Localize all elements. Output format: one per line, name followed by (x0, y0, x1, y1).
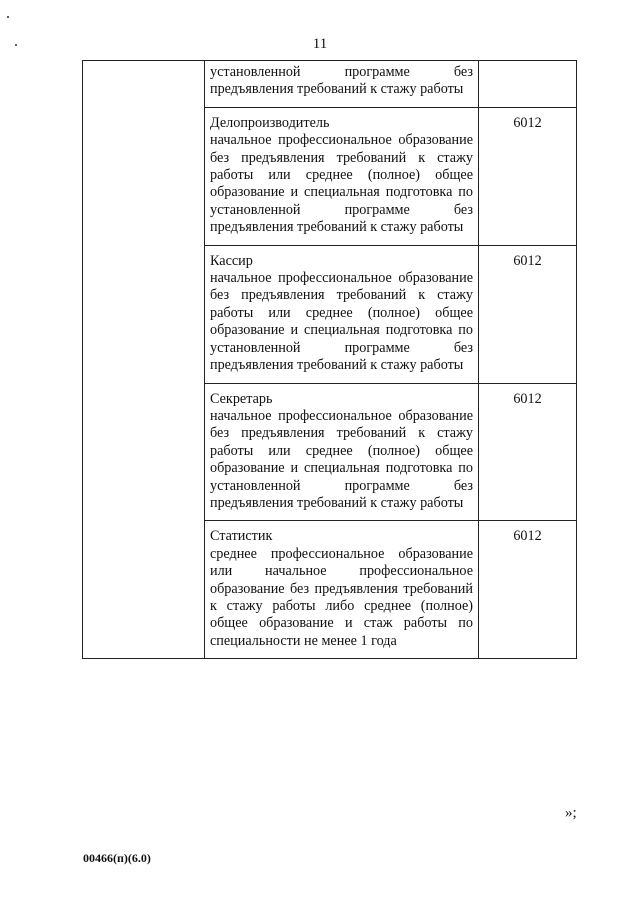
position-title: Делопроизводитель (210, 114, 330, 131)
position-description-cell (205, 245, 479, 383)
position-description-cell (205, 521, 479, 659)
requirements-text: начальное профессиональное образование без предъявления требований к стажу работы или среднее (полное) общее образование и специальная подготовка по установленной программе без предъявления требований к стажу работы (210, 407, 473, 511)
blank-cell (83, 61, 205, 659)
code-cell (479, 61, 577, 108)
qualification-table (82, 60, 577, 659)
code-cell: 6012 (479, 107, 577, 245)
requirements-text: среднее профессиональное образование или начальное профессиональное образование без предъявления требований к стажу работы либо среднее (полное) общее образование и стаж работы по специальности не менее 1 года (210, 545, 473, 649)
position-title: Секретарь (210, 390, 273, 407)
position-title: Кассир (210, 252, 253, 269)
requirements-text: установленной программе без предъявления требований к стажу работы (210, 64, 473, 98)
code-cell: 6012 (479, 245, 577, 383)
closing-quote-mark: »; (565, 805, 577, 821)
position-description-cell (205, 383, 479, 521)
scan-speck (7, 16, 9, 18)
requirements-text: начальное профессиональное образование без предъявления требований к стажу работы или среднее (полное) общее образование и специальная подготовка по установленной программе без предъявления требований к стажу работы (210, 132, 473, 236)
position-description-cell (205, 107, 479, 245)
code-cell: 6012 (479, 383, 577, 521)
code-cell: 6012 (479, 521, 577, 659)
document-code: 00466(п)(6.0) (83, 851, 151, 865)
position-title: Статистик (210, 528, 273, 545)
table-row (83, 61, 577, 108)
page-number: 11 (312, 36, 328, 52)
requirements-text: начальное профессиональное образование без предъявления требований к стажу работы или среднее (полное) общее образование и специальная подготовка по установленной программе без предъявления требований к стажу работы (210, 270, 473, 374)
position-description-cell (205, 61, 479, 108)
